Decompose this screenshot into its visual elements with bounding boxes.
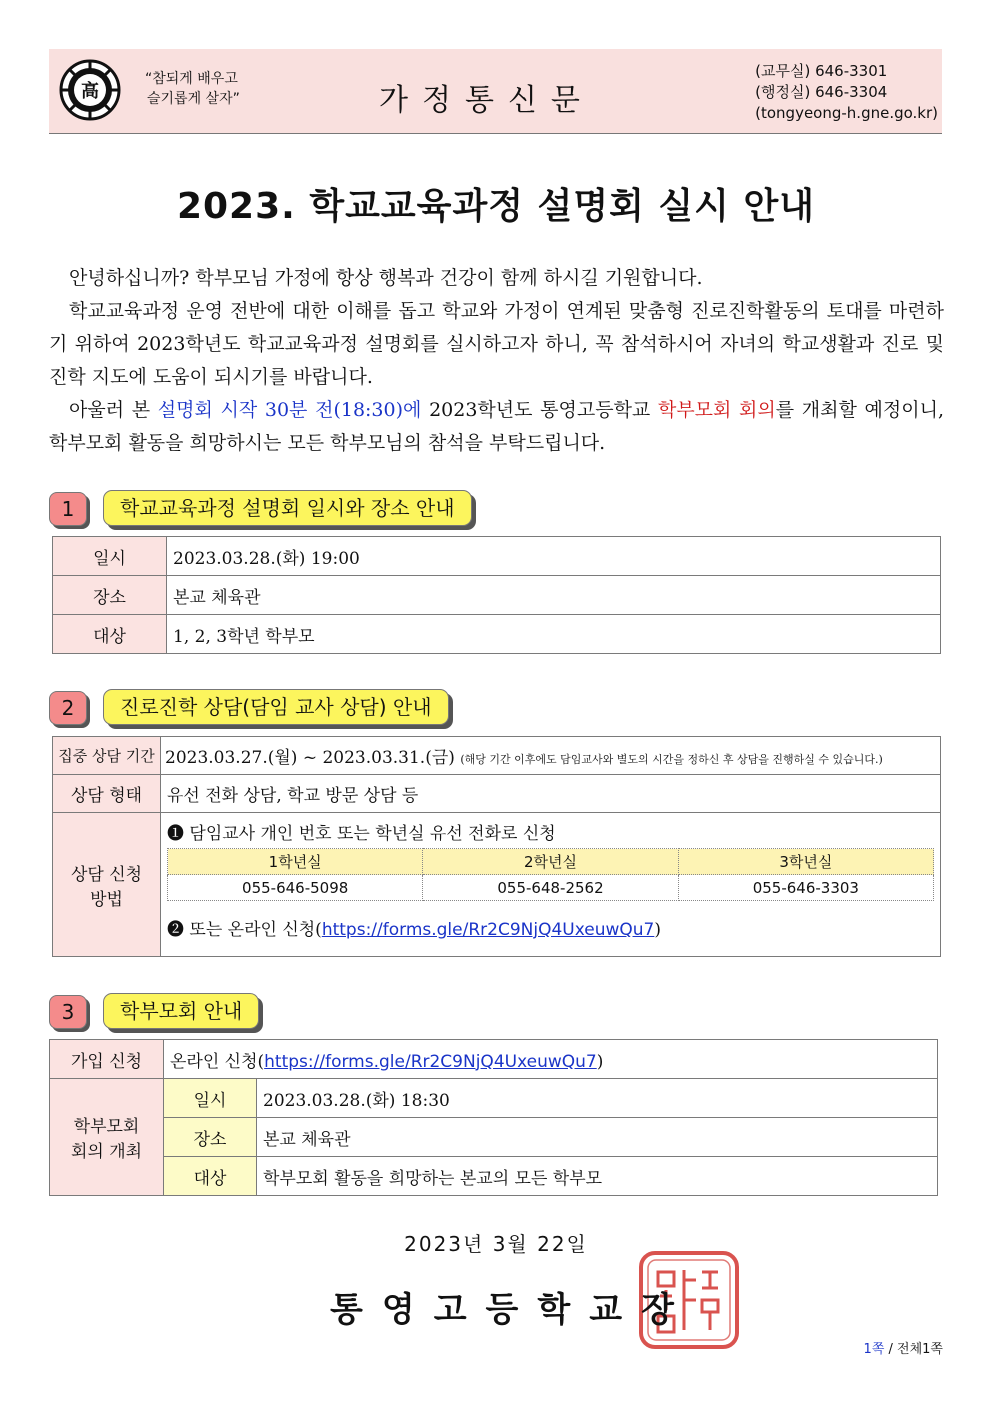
table-row xyxy=(53,737,941,775)
intro-p3-c: 를 개최할 예정이니, 학부모회 활동을 희망하시는 모든 학부모님의 참석을 부탁드립니다. xyxy=(49,399,945,454)
s3-subheader-place: 장소 xyxy=(164,1118,257,1157)
section-3-number: 3 xyxy=(49,995,87,1029)
section-2-table xyxy=(52,736,941,957)
intro-highlight-meeting: 학부모회 회의 xyxy=(657,399,776,421)
section-2-number: 2 xyxy=(49,691,87,725)
section-1-label: 학교교육과정 설명회 일시와 장소 안내 xyxy=(103,490,472,526)
school-principal: 통영고등학교장 xyxy=(330,1290,693,1330)
table-row xyxy=(53,537,941,576)
section-2-label: 진로진학 상담(담임 교사 상담) 안내 xyxy=(103,689,449,725)
page-title: 2023. 학교교육과정 설명회 실시 안내 xyxy=(176,186,816,227)
motto-line-2: 슬기롭게 살자” xyxy=(147,91,240,107)
s1-value-place: 본교 체육관 xyxy=(167,576,941,615)
intro-paragraph-1: 안녕하십니까? 학부모님 가정에 항상 행복과 건강이 함께 하시길 기원합니다. xyxy=(69,267,703,289)
phone-number-1: 055-646-5098 xyxy=(168,875,423,901)
section-1-table xyxy=(52,536,941,654)
intro-p3-a: 아울러 본 xyxy=(69,399,158,421)
s2-period-note: (해당 기간 이후에도 담임교사와 별도의 시간을 정하신 후 상담을 진행하실 수 있습니다.) xyxy=(460,753,883,766)
issue-date: 2023년 3월 22일 xyxy=(404,1232,588,1256)
contact-office: (교무실) 646-3301 xyxy=(755,62,888,80)
s2-period-dates: 2023.03.27.(월) ~ 2023.03.31.(금) xyxy=(165,748,455,768)
table-row xyxy=(50,1118,938,1157)
s1-value-datetime: 2023.03.28.(화) 19:00 xyxy=(167,537,941,576)
s3-header-meeting xyxy=(50,1079,164,1196)
phone-room-1: 1학년실 xyxy=(168,849,423,875)
intro-highlight-time: 설명회 시작 30분 전(18:30)에 xyxy=(157,399,422,421)
s3-header-join: 가입 신청 xyxy=(50,1040,164,1079)
phone-room-2: 2학년실 xyxy=(423,849,678,875)
table-row xyxy=(50,1040,938,1079)
page-current: 1쪽 xyxy=(863,1342,885,1357)
school-motto xyxy=(145,69,240,109)
s2-method-2-suffix: ) xyxy=(654,920,662,940)
s3-subheader-target: 대상 xyxy=(164,1157,257,1196)
s3-value-place: 본교 체육관 xyxy=(257,1118,938,1157)
s2-value-method xyxy=(161,813,941,957)
s2-header-period: 집중 상담 기간 xyxy=(53,737,161,775)
s2-method-2-prefix: ❷ 또는 온라인 신청( xyxy=(167,920,322,940)
table-row xyxy=(50,1079,938,1118)
s3-meeting-header-line1: 학부모회 xyxy=(73,1117,140,1137)
table-row xyxy=(50,1157,938,1196)
s1-header-place: 장소 xyxy=(53,576,167,615)
letter-header xyxy=(49,49,942,134)
s3-meeting-header-line2: 회의 개최 xyxy=(70,1142,143,1162)
s2-method-header-line2: 방법 xyxy=(90,889,123,910)
phone-number-2: 055-648-2562 xyxy=(423,875,678,901)
s2-method-1: ❶ 담임교사 개인 번호 또는 학년실 유선 전화로 신청 xyxy=(167,824,556,844)
s3-subheader-datetime: 일시 xyxy=(164,1079,257,1118)
phone-number-3: 055-646-3303 xyxy=(678,875,933,901)
s3-join-prefix: 온라인 신청( xyxy=(170,1051,265,1072)
s2-value-period xyxy=(161,737,941,775)
phone-table-number-row xyxy=(168,875,934,901)
parent-association-link[interactable]: https://forms.gle/Rr2C9NjQ4UxeuwQu7 xyxy=(264,1051,597,1072)
section-3-table xyxy=(49,1039,938,1196)
s3-value-join xyxy=(164,1040,938,1079)
section-1-number: 1 xyxy=(49,492,87,526)
page-total: 전체1쪽 xyxy=(897,1342,943,1357)
intro-paragraph-3 xyxy=(49,394,944,460)
online-application-link[interactable]: https://forms.gle/Rr2C9NjQ4UxeuwQu7 xyxy=(321,920,655,940)
contact-website: (tongyeong-h.gne.go.kr) xyxy=(755,104,938,122)
intro-p3-b: 2023학년도 통영고등학교 xyxy=(421,399,658,421)
s2-value-type: 유선 전화 상담, 학교 방문 상담 등 xyxy=(161,775,941,813)
s1-header-datetime: 일시 xyxy=(53,537,167,576)
section-3-label: 학부모회 안내 xyxy=(103,993,259,1029)
newsletter-title: 가정통신문 xyxy=(379,83,594,118)
table-row xyxy=(53,813,941,957)
phone-table-header-row xyxy=(168,849,934,875)
intro-paragraph-2: 학교교육과정 운영 전반에 대한 이해를 돕고 학교와 가정이 연계된 맞춤형 진로진학활동의 토대를 마련하기 위하여 2023학년도 학교교육과정 설명회를 실시하고자 하니, 꼭 참석하시어 자녀의 학교생활과 진로 및 진학 지도에 도움이 되시기를 바랍니다. xyxy=(49,300,944,388)
s1-header-target: 대상 xyxy=(53,615,167,654)
s3-value-target: 학부모회 활동을 희망하는 본교의 모든 학부모 xyxy=(257,1157,938,1196)
school-emblem-icon xyxy=(59,59,121,121)
contact-admin: (행정실) 646-3304 xyxy=(755,83,888,101)
page-separator: / xyxy=(884,1342,898,1357)
s1-value-target: 1, 2, 3학년 학부모 xyxy=(167,615,941,654)
page-number xyxy=(864,1338,943,1357)
s2-method-header-line1: 상담 신청 xyxy=(70,864,143,885)
intro-text xyxy=(49,262,944,460)
table-row xyxy=(53,576,941,615)
s3-join-suffix: ) xyxy=(596,1051,604,1072)
s3-value-datetime: 2023.03.28.(화) 18:30 xyxy=(257,1079,938,1118)
contact-info xyxy=(755,61,938,124)
motto-line-1: “참되게 배우고 xyxy=(145,71,238,87)
table-row xyxy=(53,615,941,654)
phone-table xyxy=(167,848,934,901)
phone-room-3: 3학년실 xyxy=(678,849,933,875)
s2-method-2 xyxy=(167,915,934,940)
s2-header-method xyxy=(53,813,161,957)
emblem-character: 高 xyxy=(81,81,99,102)
s2-header-type: 상담 형태 xyxy=(53,775,161,813)
table-row xyxy=(53,775,941,813)
